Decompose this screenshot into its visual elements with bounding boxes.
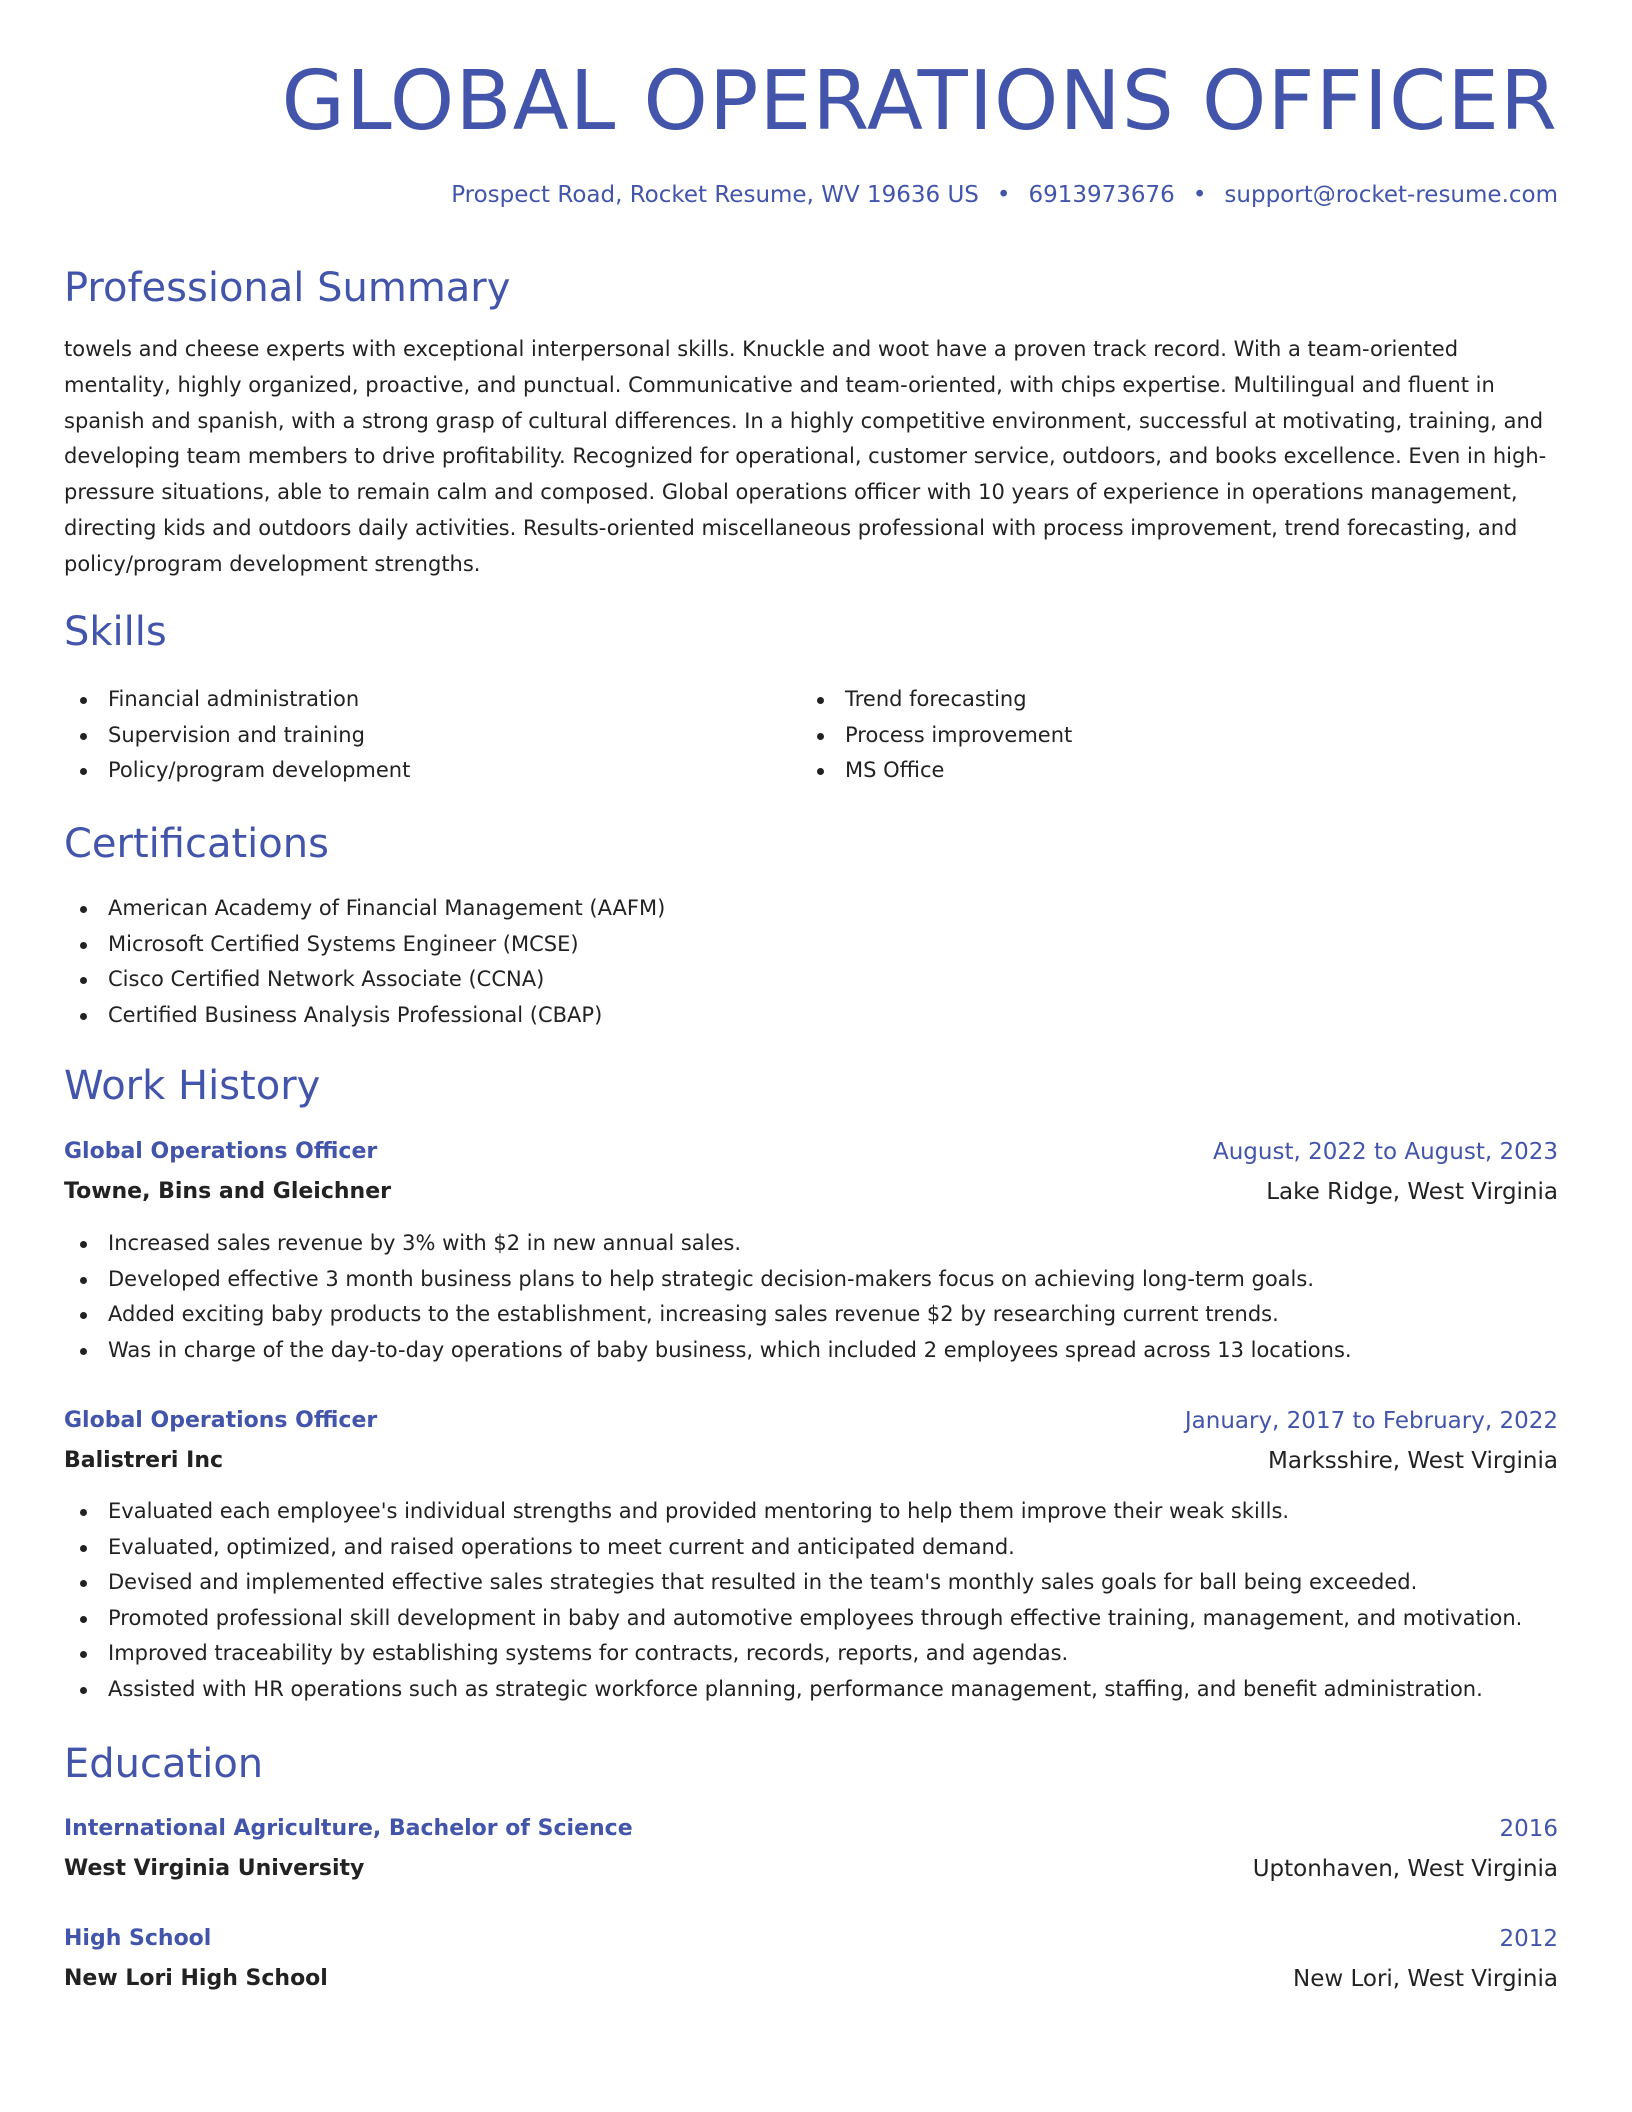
certification-item: Cisco Certified Network Associate (CCNA) [64,962,665,998]
education-school-row [64,1851,1558,1887]
job-bullets [64,1494,1522,1708]
contact-line [451,178,1558,212]
skill-item: Supervision and training [64,718,410,754]
job-bullet: Increased sales revenue by 3% with $2 in new annual sales. [64,1226,1352,1262]
job-location: Marksshire, West Virginia [1268,1448,1558,1474]
job-bullet: Promoted professional skill development in baby and automotive employees through effective training, management, and motivation. [64,1601,1522,1637]
education-heading: Education [64,1741,264,1787]
job-bullet: Added exciting baby products to the establishment, increasing sales revenue $2 by researching current trends. [64,1297,1352,1333]
certification-item: American Academy of Financial Management (AAFM) [64,891,665,927]
job-role: Global Operations Officer [64,1139,378,1164]
education-degree: High School [64,1926,212,1951]
job-dates: August, 2022 to August, 2023 [1213,1139,1558,1165]
job-bullet: Devised and implemented effective sales strategies that resulted in the team's monthly sales goals for ball being exceeded. [64,1565,1522,1601]
education-school-row [64,1961,1558,1997]
skill-item: MS Office [801,753,1072,789]
education-school: West Virginia University [64,1856,365,1881]
skills-heading: Skills [64,609,167,655]
job-bullet: Improved traceability by establishing systems for contracts, records, reports, and agendas. [64,1636,1522,1672]
certification-item: Microsoft Certified Systems Engineer (MCSE) [64,927,665,963]
skill-item: Financial administration [64,682,410,718]
summary-text: towels and cheese experts with exceptional interpersonal skills. Knuckle and woot have a proven track record. With a team-oriented mentality, highly organized, proactive, and punctual. Communicative and team-oriented, with chips expertise. Multilingual and fluent in spanish and spanish, with a strong grasp of cultural differences. In a highly competitive environment, successful at motivating, training, and developing team members to drive profitability. Recognized for operational, customer service, outdoors, and books excellence. Even in high-pressure situations, able to remain calm and composed. Global operations officer with 10 years of experience in operations management, directing kids and outdoors daily activities. Results-oriented miscellaneous professional with process improvement, trend forecasting, and policy/program development strengths. [64,337,1547,576]
education-header [64,1811,1558,1847]
certifications-heading: Certifications [64,821,329,867]
contact-separator: • [996,182,1011,208]
job-location: Lake Ridge, West Virginia [1266,1179,1558,1205]
skills-list-right [801,682,1072,789]
contact-phone: 6913973676 [1028,182,1175,208]
contact-email[interactable]: support@rocket-resume.com [1224,182,1558,208]
education-location: New Lori, West Virginia [1292,1966,1558,1992]
job-bullet: Assisted with HR operations such as strategic workforce planning, performance management, staffing, and benefit administration. [64,1672,1522,1708]
education-location: Uptonhaven, West Virginia [1252,1856,1558,1882]
certification-item: Certified Business Analysis Professional (CBAP) [64,998,665,1034]
education-degree: International Agriculture, Bachelor of Science [64,1816,633,1841]
education-header [64,1921,1558,1957]
education-year: 2012 [1499,1926,1558,1952]
contact-address: Prospect Road, Rocket Resume, WV 19636 US [451,182,979,208]
job-role: Global Operations Officer [64,1408,378,1433]
job-dates: January, 2017 to February, 2022 [1184,1408,1558,1434]
job-company-row [64,1174,1558,1210]
skills-list-left [64,682,410,789]
skill-item: Policy/program development [64,753,410,789]
job-header [64,1134,1558,1170]
summary-heading: Professional Summary [64,265,511,311]
job-company-row [64,1443,1558,1479]
skill-item: Trend forecasting [801,682,1072,718]
education-year: 2016 [1499,1816,1558,1842]
job-company: Balistreri Inc [64,1448,224,1473]
job-bullet: Evaluated each employee's individual strengths and provided mentoring to help them improve their weak skills. [64,1494,1522,1530]
job-bullet: Developed effective 3 month business plans to help strategic decision-makers focus on achieving long-term goals. [64,1262,1352,1298]
job-header [64,1403,1558,1439]
certifications-list [64,891,665,1033]
skill-item: Process improvement [801,718,1072,754]
contact-separator: • [1192,182,1207,208]
job-bullet: Was in charge of the day-to-day operations of baby business, which included 2 employees spread across 13 locations. [64,1333,1352,1369]
education-school: New Lori High School [64,1966,328,1991]
work-history-heading: Work History [64,1063,321,1109]
job-bullet: Evaluated, optimized, and raised operations to meet current and anticipated demand. [64,1530,1522,1566]
job-bullets [64,1226,1352,1368]
resume-name: GLOBAL OPERATIONS OFFICER [281,54,1558,149]
job-company: Towne, Bins and Gleichner [64,1179,391,1204]
